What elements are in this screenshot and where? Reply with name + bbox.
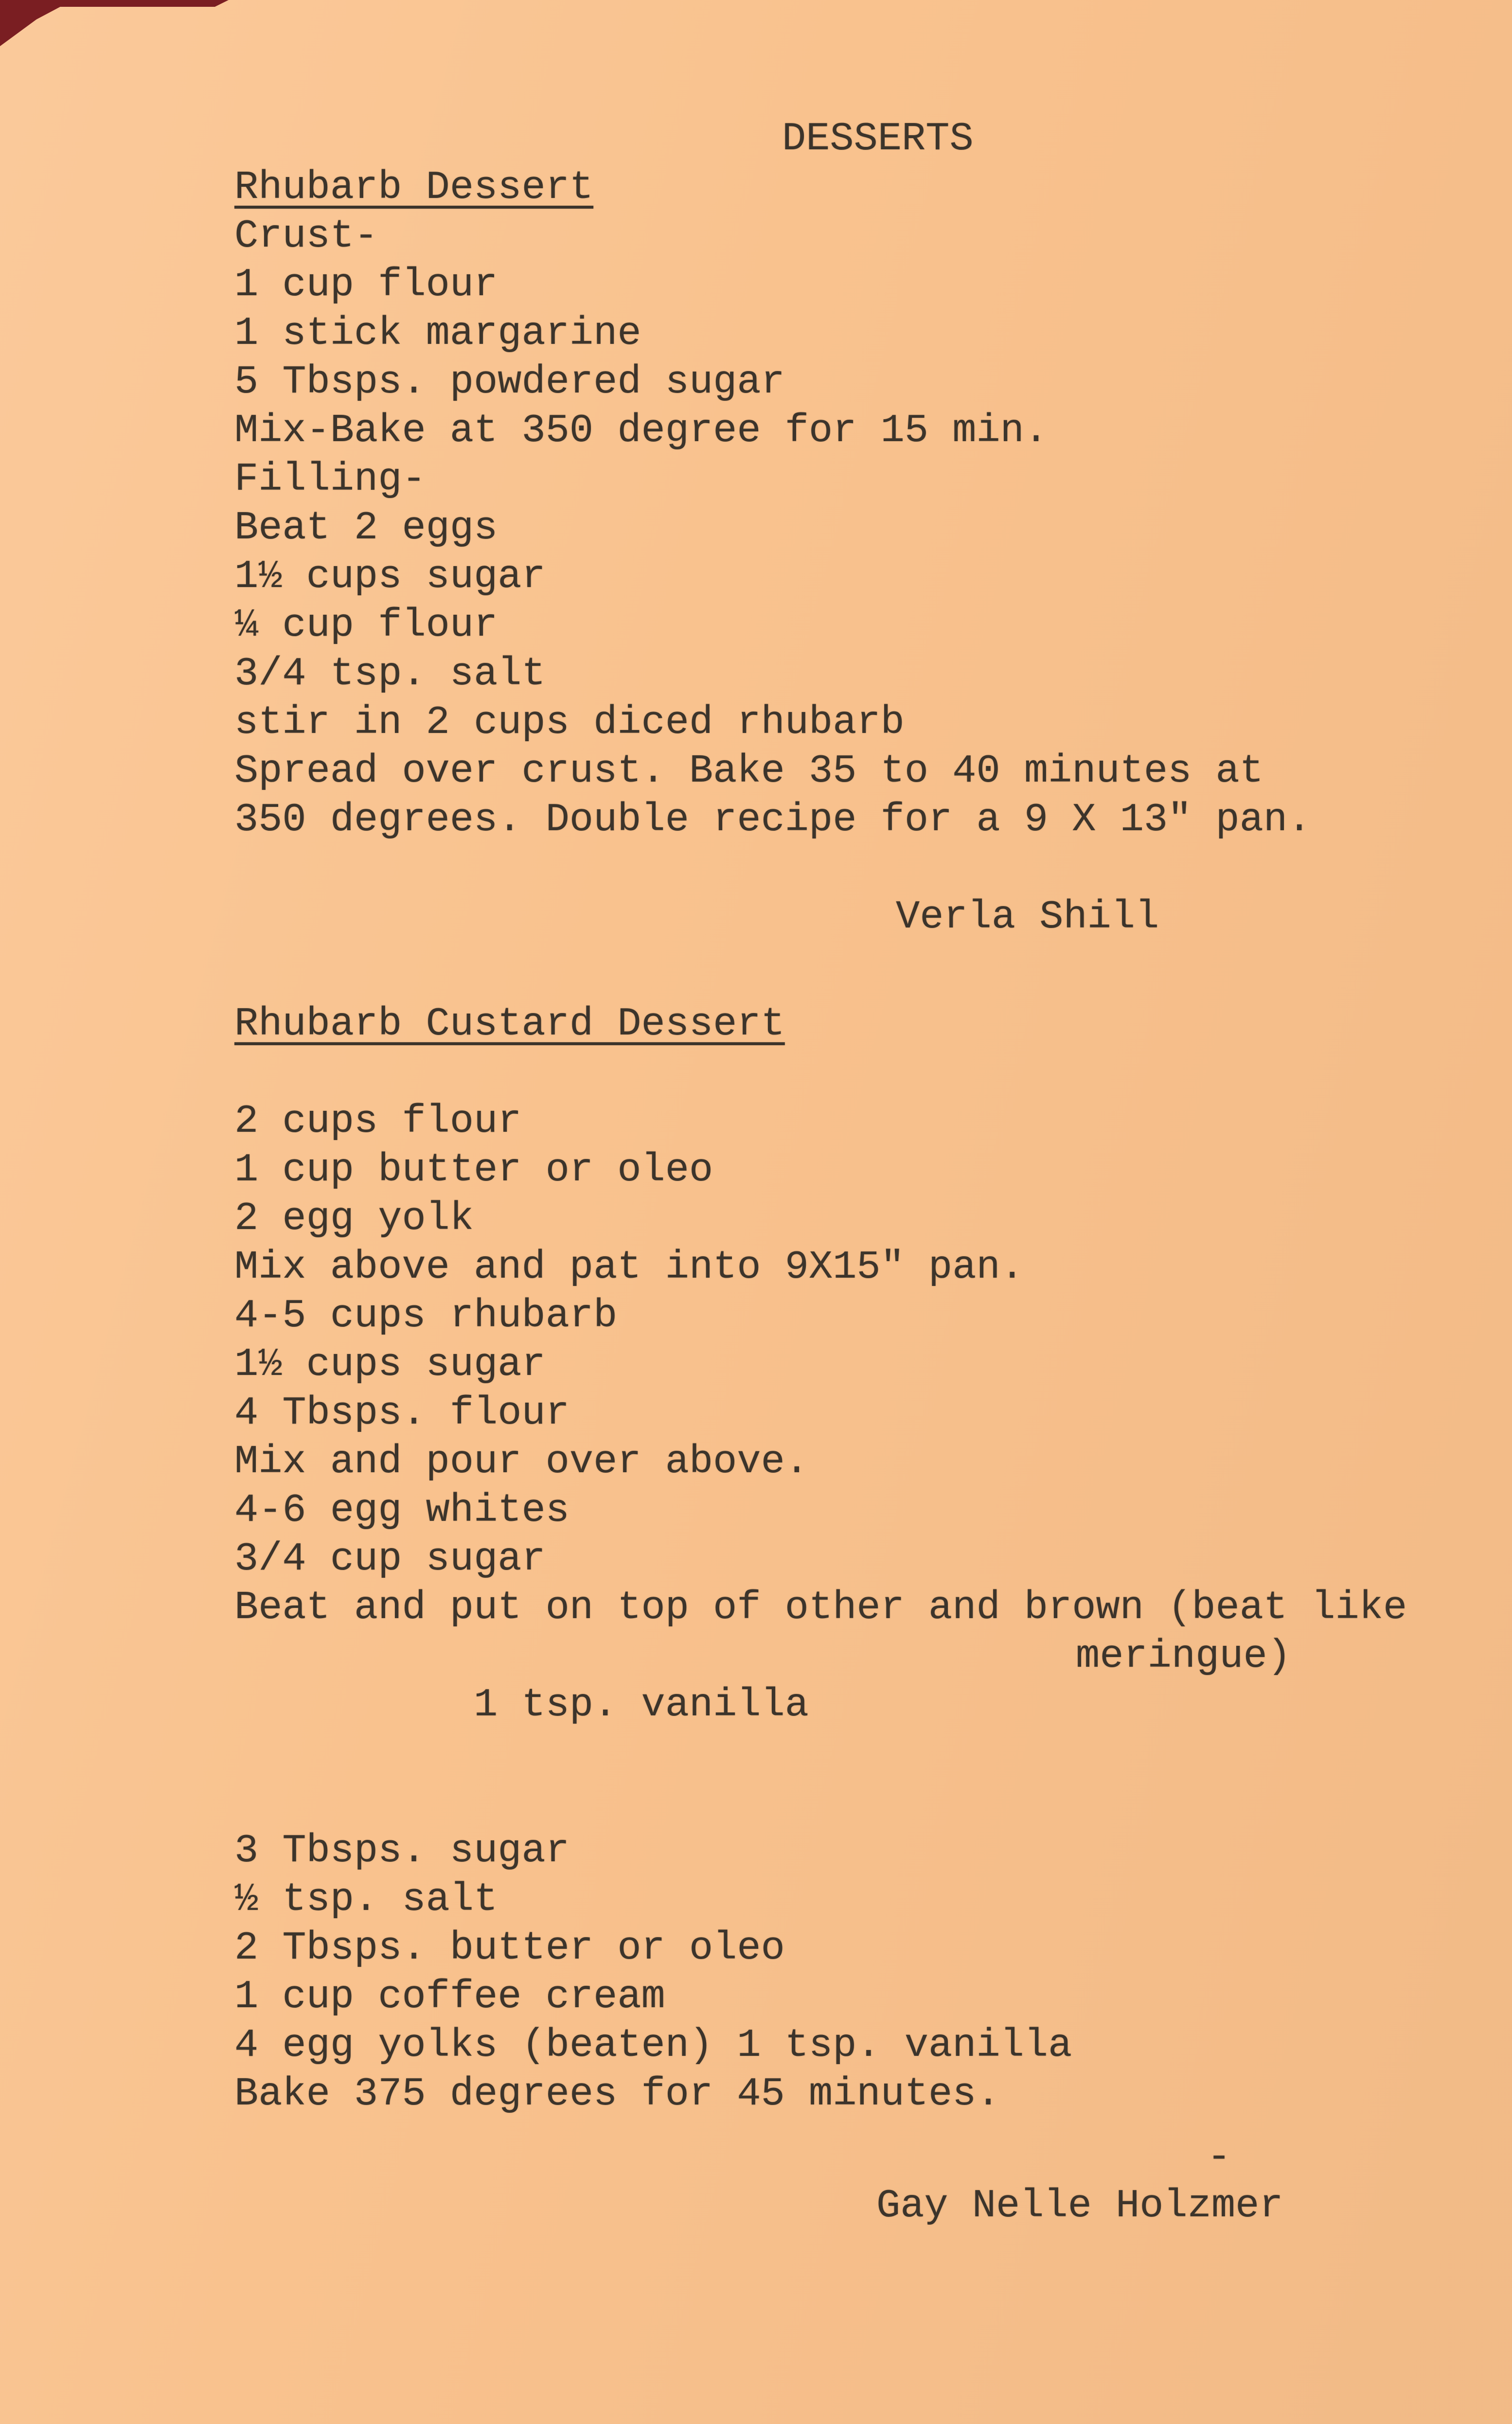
recipe-line: Filling- — [234, 457, 426, 502]
page-title: DESSERTS — [782, 116, 974, 161]
recipe-line: 1 cup flour — [234, 262, 498, 307]
recipe-line: 4 egg yolks (beaten) 1 tsp. vanilla — [234, 2023, 1072, 2068]
recipe-line: Spread over crust. Bake 35 to 40 minutes at — [234, 749, 1263, 794]
binding-edge-strip — [0, 0, 229, 7]
binding-edge-corner — [0, 0, 73, 46]
recipe-line: Beat 2 eggs — [234, 505, 498, 551]
recipe-line: Crust- — [234, 214, 378, 259]
recipe-line: ¼ cup flour — [234, 603, 498, 648]
recipe-line: 1½ cups sugar — [234, 1342, 546, 1387]
recipe-line: 1 cup coffee cream — [234, 1974, 665, 2019]
recipe-attribution: Verla Shill — [896, 894, 1159, 940]
recipe-line: 4 Tbsps. flour — [234, 1390, 569, 1436]
recipe-line-left: 1 tsp. vanilla — [474, 1682, 809, 1728]
recipe-line: 5 Tbsps. powdered sugar — [234, 359, 785, 405]
recipe-line: Mix and pour over above. — [234, 1439, 809, 1484]
recipe-line: 1½ cups sugar — [234, 554, 546, 599]
recipe-line: ½ tsp. salt — [234, 1877, 498, 1922]
recipe-line: Bake 375 degrees for 45 minutes. — [234, 2071, 1000, 2117]
recipe-line: stir in 2 cups diced rhubarb — [234, 700, 905, 745]
recipe-line: 3/4 tsp. salt — [234, 651, 546, 696]
recipe-line-right: meringue) — [1076, 1634, 1291, 1679]
recipe-lines — [234, 212, 1439, 844]
recipe-line: 2 Tbsps. butter or oleo — [234, 1925, 785, 1971]
recipe-title: Rhubarb Custard Dessert — [234, 1001, 785, 1047]
recipe-line: 4-5 cups rhubarb — [234, 1293, 618, 1338]
stray-dash-mark: - — [1207, 2135, 1231, 2180]
recipe-line: 4-6 egg whites — [234, 1488, 569, 1533]
page-content — [234, 115, 1439, 2230]
recipe-line: 3 Tbsps. sugar — [234, 1828, 569, 1873]
recipe-line: 1 cup butter or oleo — [234, 1147, 713, 1193]
recipe-lines — [234, 1097, 1439, 2119]
recipe-title: Rhubarb Dessert — [234, 165, 594, 210]
recipe-attribution: Gay Nelle Holzmer — [876, 2183, 1283, 2228]
recipe-rhubarb-dessert — [234, 163, 1439, 942]
recipe-line: 2 cups flour — [234, 1099, 522, 1144]
recipe-line: 2 egg yolk — [234, 1196, 474, 1241]
recipe-line: Mix above and pat into 9X15" pan. — [234, 1245, 1024, 1290]
recipe-line: 3/4 cup sugar — [234, 1536, 546, 1582]
recipe-line-split — [234, 1632, 1439, 1827]
recipe-line: 1 stick margarine — [234, 311, 641, 356]
recipe-line: 350 degrees. Double recipe for a 9 X 13" pan. — [234, 797, 1312, 842]
recipe-rhubarb-custard-dessert — [234, 1000, 1439, 2230]
recipe-line: Beat and put on top of other and brown (beat like — [234, 1585, 1407, 1630]
recipe-line: Mix-Bake at 350 degree for 15 min. — [234, 408, 1049, 453]
